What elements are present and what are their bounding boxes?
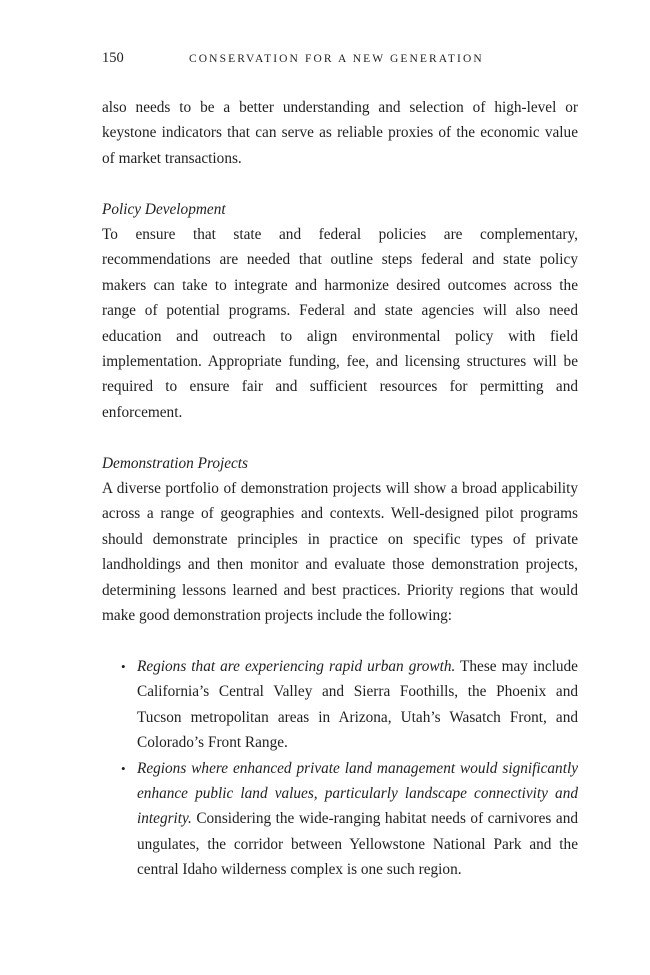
book-page <box>102 50 578 883</box>
paragraph-spacer <box>102 629 578 654</box>
list-item-text: These may include California’s Central Valley and Sierra Foothills, the Phoenix and Tucson metropolitan areas in Arizona, Utah’s Wasatch Front, and Colorado’s Front Range. <box>137 657 578 752</box>
section-heading-policy: Policy Development <box>102 200 226 218</box>
list-item <box>102 654 578 756</box>
running-head <box>102 50 578 78</box>
section-heading-demonstration: Demonstration Projects <box>102 454 249 472</box>
list-item-lead: Regions where enhanced private land management would significantly enhance public land values, particularly landscape connectivity and integrity. <box>137 759 578 828</box>
list-item-lead: Regions that are experiencing rapid urban growth. <box>137 657 456 675</box>
paragraph-demonstration: A diverse portfolio of demonstration projects will show a broad applicability across a range of geographies and contexts. Well-designed pilot programs should demonstrate principles in practice on specific types of private landholdings and then monitor and evaluate those demonstration projects, determining lessons learned and best practices. Priority regions that would make good demonstration projects include the following: <box>102 480 578 625</box>
list-item-text: Considering the wide-ranging habitat needs of carnivores and ungulates, the corridor between Yellowstone National Park and the central Idaho wilderness complex is one such region. <box>137 810 578 879</box>
list-item <box>102 756 578 883</box>
paragraph-policy: To ensure that state and federal policies are complementary, recommendations are needed that outline steps federal and state policy makers can take to integrate and harmonize desired outcomes across the range of potential programs. Federal and state agencies will also need education and outreach to align environmental policy with field implementation. Appropriate funding, fee, and licensing structures will be required to ensure fair and sufficient resources for permitting and enforcement. <box>102 226 578 421</box>
bullet-icon: • <box>121 658 126 674</box>
bullet-icon: • <box>121 760 126 776</box>
page-number: 150 <box>102 50 124 66</box>
running-title: CONSERVATION FOR A NEW GENERATION <box>189 53 484 65</box>
paragraph-spacer <box>102 425 578 450</box>
paragraph-continued: also needs to be a better understanding and selection of high-level or keystone indicators that can serve as reliable proxies of the economic value of market transactions. <box>102 99 578 167</box>
paragraph-spacer <box>102 171 578 196</box>
body-text <box>102 95 578 883</box>
priority-regions-list <box>102 654 578 883</box>
